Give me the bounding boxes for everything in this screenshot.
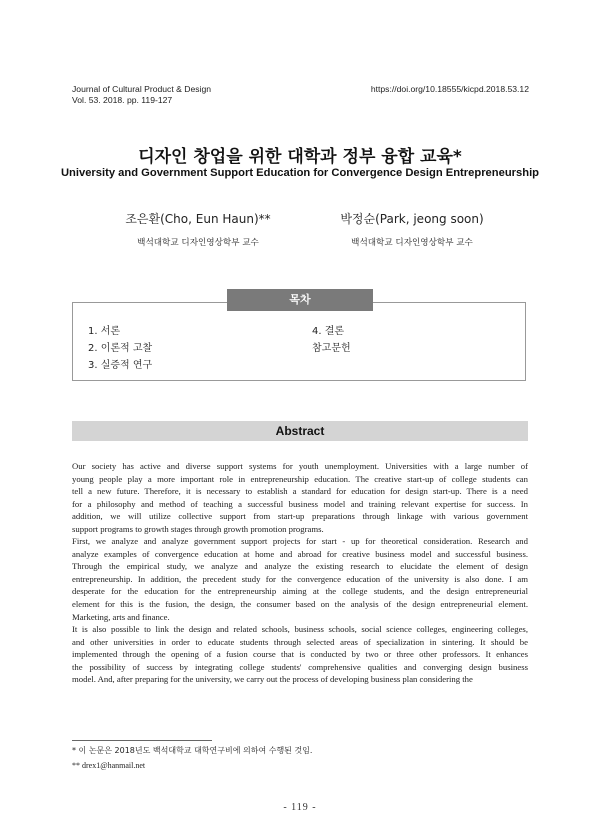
- abstract-line: entrepreneurship. In addition, the precedent study for the convergence education of the university is also done. I am: [72, 573, 528, 584]
- toc-left-column: [88, 323, 152, 374]
- toc-item: 1. 서론: [88, 326, 121, 337]
- footnote-email: ** drex1@hanmail.net: [72, 761, 146, 770]
- abstract-line: implemented through the opening of a fusion course that is conducted by two or three other professors. It enhances: [72, 649, 528, 660]
- abstract-line: Through the empirical study, we analyze and analyze the existing research to elucidate the element of design: [72, 561, 528, 572]
- abstract-line: Our society has active and diverse support systems for youth unemployment. Universities with a large number of: [72, 461, 528, 471]
- journal-name: Journal of Cultural Product & Design: [72, 84, 212, 94]
- abstract-line: young people play a more important role in entrepreneurship education. The creative start-up of college students can: [72, 473, 528, 484]
- author-affiliation: 백석대학교 디자인영상학부 교수: [351, 238, 473, 248]
- abstract-line: It is also possible to link the design and related schools, business schools, social science colleges, engineering colleges,: [72, 624, 528, 635]
- abstract-body: [72, 460, 528, 686]
- abstract-heading: Abstract: [72, 421, 528, 441]
- abstract-line: support programs to growth stages through growth promotion programs.: [72, 523, 324, 534]
- author-2: [322, 210, 502, 248]
- abstract-line: the possibility of success by integrating college students' comprehensive qualities and converging design business: [72, 661, 528, 672]
- toc-item: 4. 결론: [312, 326, 345, 337]
- toc-title: 목차: [227, 289, 373, 311]
- footnote-divider: [72, 740, 212, 741]
- author-affiliation: 백석대학교 디자인영상학부 교수: [137, 238, 259, 248]
- abstract-line: model. And, after preparing for the university, we carry out the process of developing business plan considering the: [72, 674, 473, 685]
- title-english: University and Government Support Education for Convergence Design Entrepreneurship: [60, 167, 540, 179]
- toc-item: 2. 이론적 고찰: [88, 343, 153, 354]
- toc-item: 3. 실증적 연구: [88, 360, 153, 371]
- footnote-funding: * 이 논문은 2018년도 백석대학교 대학연구비에 의하여 수행된 것임.: [72, 746, 313, 755]
- toc-item: 참고문헌: [312, 343, 351, 354]
- abstract-line: tell a new future. Therefore, it is necessary to establish a standard for education for design start-up. There is a need: [72, 486, 528, 497]
- author-name: 조은환(Cho, Eun Haun)**: [125, 212, 271, 226]
- abstract-line: and other universities in order to educate students through selected areas of specialization in sintering. It should be: [72, 636, 528, 647]
- toc-right-column: [312, 323, 351, 357]
- abstract-line: analyze examples of convergence education at home and abroad for creative business model and successful business.: [72, 548, 528, 559]
- abstract-line: for a philosophy and method of teaching a successful business model and training relevant expertise for success. In: [72, 498, 528, 509]
- author-1: [108, 210, 288, 248]
- abstract-line: First, we analyze and analyze government support projects for start - up for theoretical consideration. Research and: [72, 536, 528, 547]
- abstract-line: desperate for the education for the entrepreneurship aiming at the college students, and the design entrepreneurial: [72, 586, 528, 597]
- title-korean: 디자인 창업을 위한 대학과 정부 융합 교육*: [138, 147, 462, 167]
- abstract-line: element for this is the fusion, the design, the consumer based on the analysis of the design entrepreneurial element.: [72, 599, 528, 610]
- abstract-line: addition, we will utilize collective support from start-up preparations through linkage with various government: [72, 511, 528, 522]
- journal-header: [72, 84, 211, 106]
- abstract-line: Marketing, arts and finance.: [72, 611, 170, 622]
- journal-volume: Vol. 53. 2018. pp. 119-127: [72, 95, 173, 105]
- doi-link[interactable]: https://doi.org/10.18555/kicpd.2018.53.12: [370, 84, 529, 94]
- author-name: 박정순(Park, jeong soon): [340, 212, 484, 226]
- page-number: - 119 -: [283, 802, 317, 813]
